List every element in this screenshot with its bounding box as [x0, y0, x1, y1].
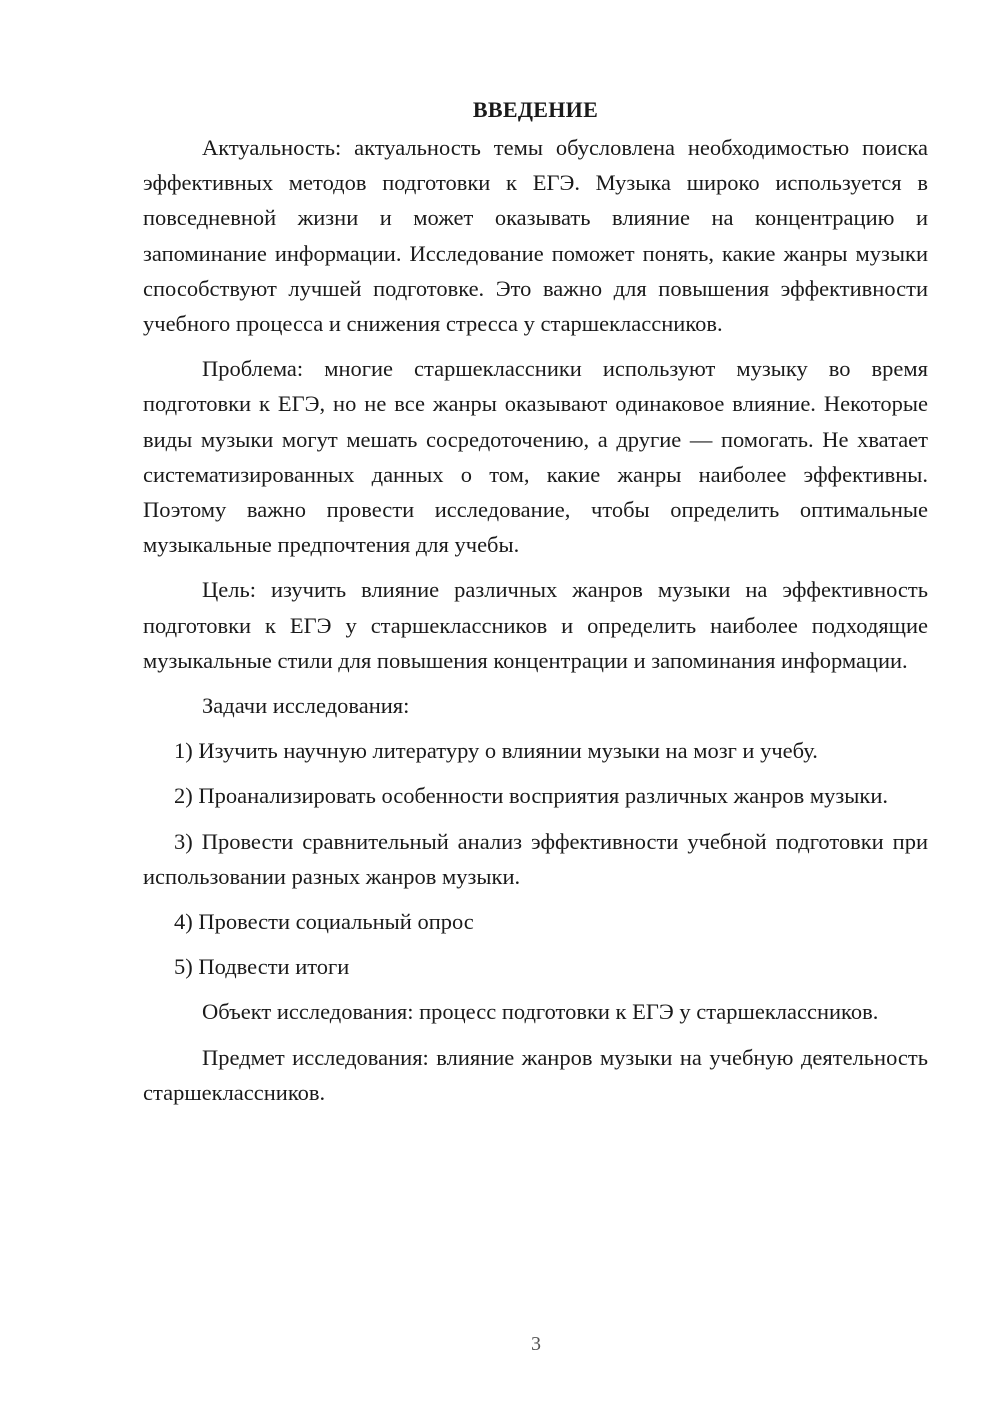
object-paragraph: Объект исследования: процесс подготовки к ЕГЭ у старшеклассников.	[202, 999, 879, 1025]
goal-paragraph: Цель: изучить влияние различных жанров музыки на эффективность подготовки к ЕГЭ у старшеклассников и определить наиболее подходящие музыкальные стили для повышения концентрации и запоминания информации.	[143, 577, 928, 673]
task-item-5: 5) Подвести итоги	[174, 954, 350, 980]
page-number: 3	[531, 1333, 541, 1355]
task-item-4: 4) Провести социальный опрос	[174, 909, 474, 935]
tasks-heading: Задачи исследования:	[202, 693, 410, 719]
task-item-1: 1) Изучить научную литературу о влиянии музыки на мозг и учебу.	[174, 738, 818, 764]
relevance-paragraph: Актуальность: актуальность темы обусловлена необходимостью поиска эффективных методов подготовки к ЕГЭ. Музыка широко используется в повседневной жизни и может оказывать влияние на концентрацию и запоминание информации. Исследование поможет понять, какие жанры музыки способствуют лучшей подготовке. Это важно для повышения эффективности учебного процесса и снижения стресса у старшеклассников.	[143, 135, 928, 337]
document-page	[143, 92, 928, 1120]
subject-paragraph: Предмет исследования: влияние жанров музыки на учебную деятельность старшеклассников.	[143, 1044, 928, 1105]
task-item-2: 2) Проанализировать особенности восприятия различных жанров музыки.	[174, 783, 888, 809]
problem-paragraph: Проблема: многие старшеклассники используют музыку во время подготовки к ЕГЭ, но не все жанры оказывают одинаковое влияние. Некоторые виды музыки могут мешать сосредоточению, а другие — помогать. Не хватает систематизированных данных о том, какие жанры наиболее эффективны. Поэтому важно провести исследование, чтобы определить оптимальные музыкальные предпочтения для учебы.	[143, 356, 928, 558]
task-item-3: 3) Провести сравнительный анализ эффективности учебной подготовки при использовании разных жанров музыки.	[143, 828, 928, 889]
section-title: ВВЕДЕНИЕ	[472, 97, 599, 122]
